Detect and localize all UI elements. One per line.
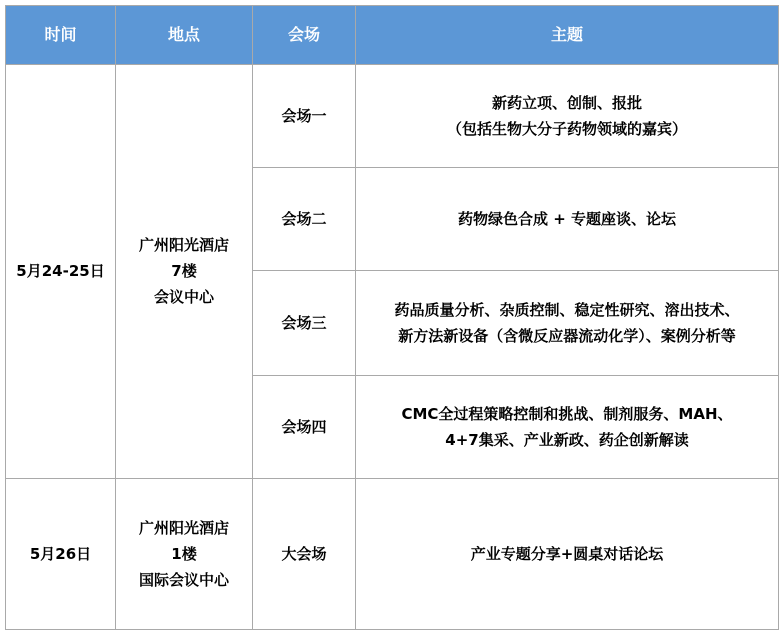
header-location: 地点 (116, 6, 253, 65)
topic-line: 新药立项、创制、报批 (491, 94, 642, 113)
header-row (6, 6, 779, 65)
venue-cell: 大会场 (253, 478, 356, 629)
schedule-table (5, 5, 779, 630)
location-line: 7楼 (171, 262, 197, 281)
topic-line: 药品质量分析、杂质控制、稳定性研究、溶出技术、 (394, 300, 740, 319)
table-row (6, 478, 779, 629)
topic-line: 产业专题分享+圆桌对话论坛 (470, 544, 664, 563)
topic-line: 新方法新设备（含微反应器流动化学）、案例分析等 (398, 326, 736, 345)
topic-line: CMC全过程策略控制和挑战、制剂服务、MAH、 (401, 404, 733, 423)
topic-cell (356, 271, 779, 375)
location-line: 会议中心 (153, 288, 214, 307)
time-cell: 5月26日 (6, 478, 116, 629)
topic-cell (356, 168, 779, 271)
topic-cell (356, 478, 779, 629)
location-line: 广州阳光酒店 (138, 518, 229, 537)
location-line: 广州阳光酒店 (138, 236, 229, 255)
venue-cell: 会场一 (253, 65, 356, 168)
venue-cell: 会场二 (253, 168, 356, 271)
location-line: 国际会议中心 (138, 570, 229, 589)
location-line: 1楼 (171, 544, 197, 563)
header-topic: 主题 (356, 6, 779, 65)
venue-cell: 会场四 (253, 375, 356, 478)
topic-line: （包括生物大分子药物领域的嘉宾） (446, 120, 687, 139)
topic-cell (356, 375, 779, 478)
time-cell: 5月24-25日 (6, 65, 116, 479)
topic-line: 4+7集采、产业新政、药企创新解读 (445, 430, 689, 449)
table-row (6, 65, 779, 168)
location-cell (116, 65, 253, 479)
header-venue: 会场 (253, 6, 356, 65)
location-cell (116, 478, 253, 629)
topic-cell (356, 65, 779, 168)
header-time: 时间 (6, 6, 116, 65)
topic-line: 药物绿色合成 + 专题座谈、论坛 (457, 210, 676, 229)
venue-cell: 会场三 (253, 271, 356, 375)
